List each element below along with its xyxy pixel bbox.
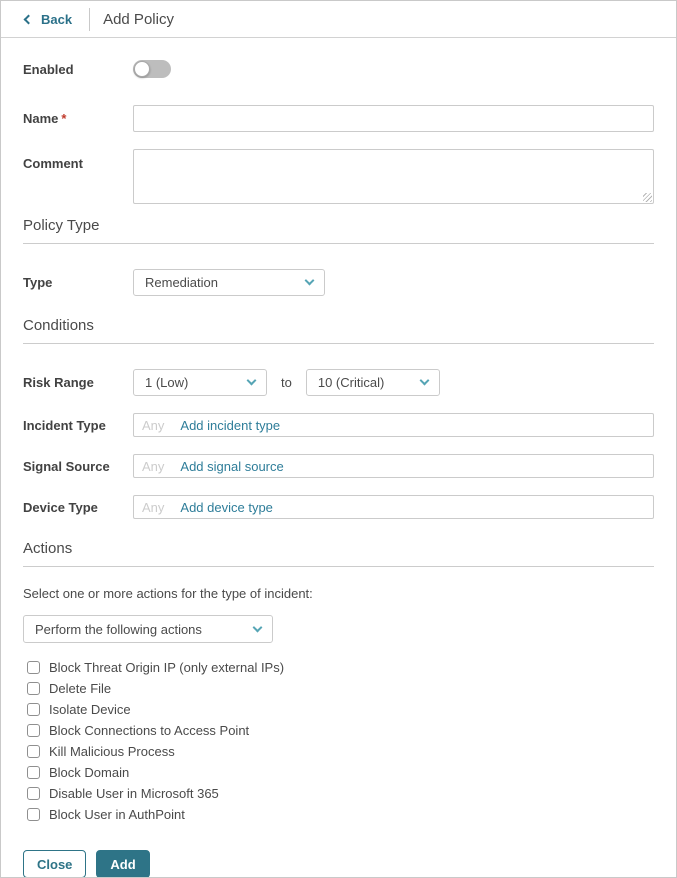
comment-label: Comment (23, 156, 83, 171)
actions-checkbox-list (27, 657, 654, 825)
device-type-placeholder: Any (142, 499, 165, 515)
add-incident-type-link[interactable]: Add incident type (180, 417, 281, 433)
checkbox-icon[interactable] (27, 787, 40, 800)
enabled-toggle[interactable] (133, 60, 171, 78)
chevron-down-icon (419, 376, 429, 386)
type-label: Type (23, 275, 53, 290)
action-checkbox-row[interactable]: Kill Malicious Process (27, 741, 654, 762)
risk-from-value: 1 (Low) (145, 375, 189, 390)
signal-source-placeholder: Any (142, 458, 165, 474)
signal-source-field[interactable] (133, 454, 654, 478)
risk-to-value: 10 (Critical) (317, 375, 385, 390)
footer-actions (23, 850, 654, 878)
device-type-label: Device Type (23, 499, 98, 515)
type-row (23, 269, 654, 296)
close-button[interactable]: Close (23, 850, 86, 878)
chevron-down-icon (247, 376, 257, 386)
action-checkbox-row[interactable]: Block Connections to Access Point (27, 720, 654, 741)
conditions-heading: Conditions (23, 317, 654, 344)
name-input[interactable] (133, 105, 654, 132)
chevron-down-icon (253, 622, 263, 632)
device-type-row (23, 495, 654, 519)
name-row (23, 105, 654, 132)
header-bar (1, 1, 676, 38)
comment-row (23, 149, 654, 204)
enabled-row (23, 60, 654, 78)
actions-heading: Actions (23, 540, 654, 567)
action-checkbox-row[interactable]: Block Threat Origin IP (only external IPs) (27, 657, 654, 678)
checkbox-icon[interactable] (27, 661, 40, 674)
action-mode-select[interactable] (23, 615, 273, 643)
back-label: Back (41, 11, 73, 27)
signal-source-row (23, 454, 654, 478)
name-label: Name * (23, 111, 67, 126)
back-button[interactable] (25, 12, 72, 27)
risk-range-label: Risk Range (23, 375, 94, 390)
risk-range-separator: to (281, 375, 292, 390)
checkbox-icon[interactable] (27, 682, 40, 695)
incident-type-label: Incident Type (23, 417, 106, 433)
actions-instruction: Select one or more actions for the type of incident: (23, 586, 313, 601)
add-button[interactable]: Add (96, 850, 149, 878)
action-mode-value: Perform the following actions (35, 621, 202, 637)
toggle-knob (134, 61, 150, 77)
risk-range-row (23, 369, 654, 396)
chevron-left-icon (24, 15, 34, 25)
incident-type-row (23, 413, 654, 437)
add-signal-source-link[interactable]: Add signal source (180, 458, 284, 474)
enabled-label: Enabled (23, 61, 74, 77)
type-select[interactable] (133, 269, 325, 296)
action-checkbox-row[interactable]: Block Domain (27, 762, 654, 783)
device-type-field[interactable] (133, 495, 654, 519)
required-asterisk: * (61, 111, 67, 126)
risk-from-select[interactable] (133, 369, 267, 396)
chevron-down-icon (305, 276, 315, 286)
action-checkbox-row[interactable]: Delete File (27, 678, 654, 699)
policy-type-heading: Policy Type (23, 217, 654, 244)
add-device-type-link[interactable]: Add device type (180, 499, 273, 515)
header-divider (89, 8, 90, 31)
checkbox-icon[interactable] (27, 724, 40, 737)
checkbox-icon[interactable] (27, 745, 40, 758)
type-select-value: Remediation (145, 275, 218, 290)
checkbox-icon[interactable] (27, 703, 40, 716)
signal-source-label: Signal Source (23, 458, 110, 474)
page-title: Add Policy (103, 10, 174, 28)
incident-type-placeholder: Any (142, 417, 165, 433)
checkbox-icon[interactable] (27, 808, 40, 821)
action-checkbox-row[interactable]: Disable User in Microsoft 365 (27, 783, 654, 804)
comment-field[interactable] (133, 149, 654, 204)
action-checkbox-row[interactable]: Block User in AuthPoint (27, 804, 654, 825)
checkbox-icon[interactable] (27, 766, 40, 779)
action-checkbox-row[interactable]: Isolate Device (27, 699, 654, 720)
risk-to-select[interactable] (306, 369, 440, 396)
incident-type-field[interactable] (133, 413, 654, 437)
